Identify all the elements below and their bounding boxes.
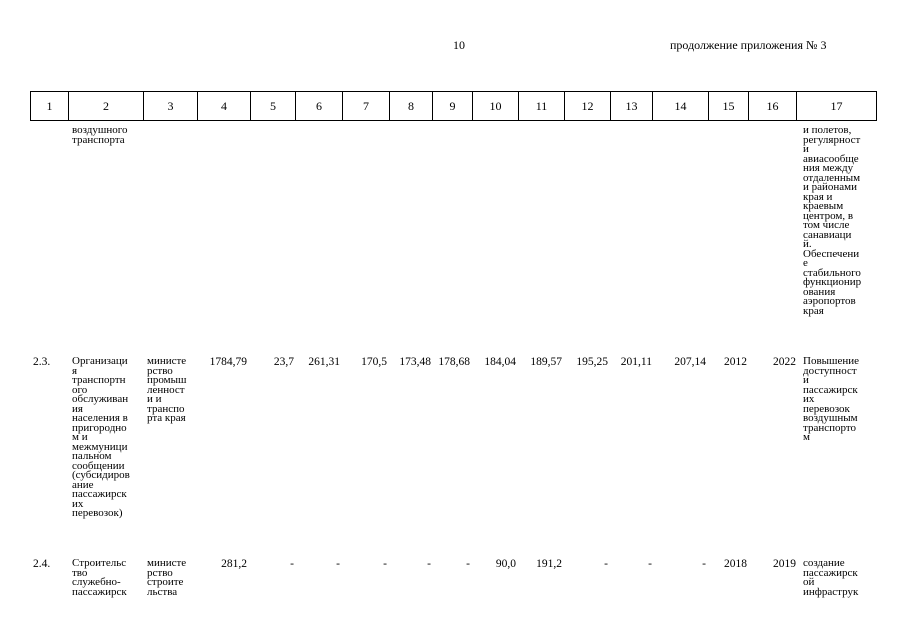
value-cell: 2019 (773, 558, 796, 570)
column-number: 9 (433, 92, 473, 121)
row-number: 2.3. (33, 356, 51, 368)
value-cell: - (290, 558, 294, 570)
continuation-label: продолжение приложения № 3 (670, 38, 827, 52)
column-number: 5 (251, 92, 296, 121)
column-number: 15 (709, 92, 749, 121)
value-cell: 281,2 (221, 558, 247, 570)
column-number: 17 (797, 92, 877, 121)
column-number: 1 (31, 92, 69, 121)
column-number: 7 (343, 92, 390, 121)
value-cell: - (702, 558, 706, 570)
value-cell: 184,04 (484, 356, 516, 368)
value-cell: 2018 (724, 558, 747, 570)
column-number: 10 (473, 92, 519, 121)
row-result: и полетов, регулярност и авиасообще ния между отдаленным и районами края и краевым центром, в том числе санавиаци й. Обеспечени е стабильного функционир ования аэропортов края (803, 124, 862, 317)
value-cell: 191,2 (536, 558, 562, 570)
value-cell: 207,14 (674, 356, 706, 368)
column-number: 6 (296, 92, 343, 121)
value-cell: 170,5 (361, 356, 387, 368)
value-cell: - (466, 558, 470, 570)
column-number: 14 (653, 92, 709, 121)
row-name: Организаци я транспортн ого обслуживан ия населения в пригородно м и межмуници пальном сообщении (субсидиров ание пассажирск их перевозок) (72, 355, 130, 519)
column-number: 3 (144, 92, 198, 121)
value-cell: 1784,79 (209, 356, 247, 368)
row-executor: министе рство строите льства (147, 557, 187, 598)
value-cell: 178,68 (438, 356, 470, 368)
value-cell: 2012 (724, 356, 747, 368)
column-number: 16 (749, 92, 797, 121)
row-number: 2.4. (33, 558, 51, 570)
column-number: 13 (611, 92, 653, 121)
value-cell: - (648, 558, 652, 570)
column-header-row (30, 91, 877, 121)
value-cell: 189,57 (530, 356, 562, 368)
column-number: 11 (519, 92, 565, 121)
column-number: 2 (69, 92, 144, 121)
column-number: 8 (390, 92, 433, 121)
row-result: создание пассажирск ой инфраструк (803, 557, 859, 598)
value-cell: 23,7 (273, 356, 294, 368)
value-cell: - (427, 558, 431, 570)
row-executor: министе рство промыш ленност и и транспо рта края (147, 355, 187, 424)
value-cell: - (336, 558, 340, 570)
value-cell: 173,48 (399, 356, 431, 368)
page-number: 10 (453, 38, 465, 52)
value-cell: 195,25 (576, 356, 608, 368)
row-name: воздушного транспорта (72, 124, 128, 146)
row-name: Строительс тво служебно- пассажирск (72, 557, 127, 598)
column-number: 12 (565, 92, 611, 121)
value-cell: - (604, 558, 608, 570)
value-cell: 90,0 (495, 558, 516, 570)
column-number: 4 (198, 92, 251, 121)
value-cell: - (383, 558, 387, 570)
row-result: Повышение доступност и пассажирск их перевозок воздушным транспорто м (803, 355, 860, 443)
value-cell: 2022 (773, 356, 796, 368)
value-cell: 201,11 (620, 356, 652, 368)
value-cell: 261,31 (308, 356, 340, 368)
